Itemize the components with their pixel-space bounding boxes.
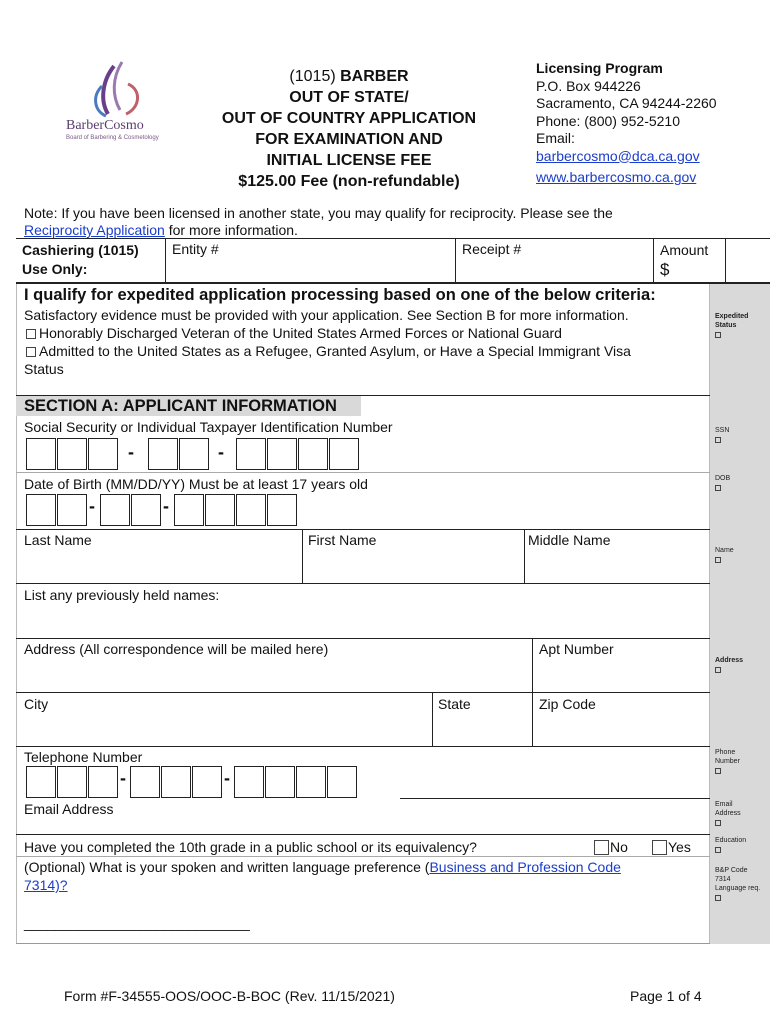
middle-name-field[interactable]: Middle Name xyxy=(528,532,611,548)
telephone-label: Telephone Number xyxy=(24,749,143,765)
phone-check-icon xyxy=(715,768,721,774)
phone-digit-box[interactable] xyxy=(234,766,264,798)
education-check-icon xyxy=(715,847,721,853)
previous-names-field[interactable]: List any previously held names: xyxy=(24,587,220,603)
dob-dash: - xyxy=(89,496,95,516)
ssn-digit-box[interactable] xyxy=(179,438,209,470)
logo-subtitle: Board of Barbering & Cosmetology xyxy=(66,135,159,141)
amount-field: Amount $ xyxy=(654,239,726,283)
ssn-check-icon xyxy=(715,437,721,443)
dob-digit-box[interactable] xyxy=(267,494,297,526)
dob-digit-box[interactable] xyxy=(174,494,204,526)
first-name-field[interactable]: First Name xyxy=(308,532,377,548)
education-yes-checkbox[interactable] xyxy=(652,840,667,855)
refugee-checkbox[interactable] xyxy=(26,347,36,357)
ssn-digit-box[interactable] xyxy=(57,438,87,470)
email-check-icon xyxy=(715,820,721,826)
veteran-checkbox[interactable] xyxy=(26,329,36,339)
veteran-option[interactable]: Honorably Discharged Veteran of the United States Armed Forces or National Guard xyxy=(26,324,562,342)
dob-digit-box[interactable] xyxy=(57,494,87,526)
zip-code-field[interactable]: Zip Code xyxy=(539,696,596,712)
language-question: (Optional) What is your spoken and written language preference (Business and Profession Code xyxy=(24,859,621,875)
ssn-digit-box[interactable] xyxy=(236,438,266,470)
name-check-icon xyxy=(715,557,721,563)
phone-digit-box[interactable] xyxy=(161,766,191,798)
phone-dash: - xyxy=(120,768,126,788)
reciprocity-link[interactable]: Reciprocity Application xyxy=(24,222,165,238)
ssn-label: Social Security or Individual Taxpayer Identification Number xyxy=(24,419,393,435)
section-a-heading: SECTION A: APPLICANT INFORMATION xyxy=(16,396,361,416)
office-sidebar: Expedited Status SSN DOB Name Address Phone Number Email Address Education B&P Code 7314 Language req. xyxy=(710,284,770,944)
ssn-digit-box[interactable] xyxy=(267,438,297,470)
dob-digit-box[interactable] xyxy=(236,494,266,526)
website-link[interactable]: www.barbercosmo.ca.gov xyxy=(536,169,697,185)
phone-digit-box[interactable] xyxy=(130,766,160,798)
bp-code-link-cont[interactable]: 7314)? xyxy=(24,877,68,893)
dob-digit-box[interactable] xyxy=(100,494,130,526)
form-number: Form #F-34555-OOS/OOC-B-BOC (Rev. 11/15/2021) xyxy=(64,988,395,1004)
contact-block: Licensing Program P.O. Box 944226 Sacramento, CA 94244-2260 Phone: (800) 952-5210 Email: barbercosmo@dca.ca.gov www.barbercosmo.ca.gov xyxy=(536,60,717,185)
city-field[interactable]: City xyxy=(24,696,49,712)
phone-digit-box[interactable] xyxy=(296,766,326,798)
state-field[interactable]: State xyxy=(438,696,471,712)
address-check-icon xyxy=(715,667,721,673)
expedited-heading: I qualify for expedited application processing based on one of the below criteria: xyxy=(24,286,656,304)
bp-code-link[interactable]: Business and Profession Code xyxy=(429,859,621,875)
ssn-digit-box[interactable] xyxy=(329,438,359,470)
dob-check-icon xyxy=(715,485,721,491)
dob-label: Date of Birth (MM/DD/YY) Must be at least 17 years old xyxy=(24,476,368,492)
expedited-check-icon xyxy=(715,332,721,338)
phone-dash: - xyxy=(224,768,230,788)
ssn-dash: - xyxy=(128,442,134,462)
education-no-option[interactable]: No xyxy=(594,838,628,856)
phone-digit-box[interactable] xyxy=(265,766,295,798)
phone-digit-box[interactable] xyxy=(192,766,222,798)
education-yes-option[interactable]: Yes xyxy=(652,838,691,856)
ssn-digit-box[interactable] xyxy=(148,438,178,470)
phone-digit-box[interactable] xyxy=(26,766,56,798)
entity-field: Entity # xyxy=(166,239,456,283)
logo-brand: BarberCosmo xyxy=(66,118,144,133)
address-field[interactable]: Address (All correspondence will be mailed here) xyxy=(24,641,329,657)
phone-digit-box[interactable] xyxy=(327,766,357,798)
phone-digit-box[interactable] xyxy=(88,766,118,798)
form-title: (1015) BARBER OUT OF STATE/ OUT OF COUNTRY APPLICATION FOR EXAMINATION AND INITIAL LICENSE FEE $125.00 Fee (non-refundable) xyxy=(221,68,477,190)
last-name-field[interactable]: Last Name xyxy=(24,532,92,548)
language-check-icon xyxy=(715,895,721,901)
apt-number-field[interactable]: Apt Number xyxy=(539,641,614,657)
dob-digit-box[interactable] xyxy=(131,494,161,526)
dob-digit-box[interactable] xyxy=(26,494,56,526)
refugee-option[interactable]: Admitted to the United States as a Refugee, Granted Asylum, or Have a Special Immigrant Visa xyxy=(26,342,631,360)
phone-digit-box[interactable] xyxy=(57,766,87,798)
ssn-digit-box[interactable] xyxy=(298,438,328,470)
education-question: Have you completed the 10th grade in a public school or its equivalency? xyxy=(24,839,477,855)
email-field[interactable]: Email Address xyxy=(24,801,114,817)
email-link[interactable]: barbercosmo@dca.ca.gov xyxy=(536,147,700,164)
page-number: Page 1 of 4 xyxy=(630,988,702,1004)
reciprocity-note: Note: If you have been licensed in another state, you may qualify for reciprocity. Please see the Reciprocity Application for more information. xyxy=(24,205,613,238)
language-answer-line[interactable]: _____________________________ xyxy=(24,915,250,931)
ssn-dash: - xyxy=(218,442,224,462)
expedited-evidence: Satisfactory evidence must be provided with your application. See Section B for more information. xyxy=(24,307,629,323)
education-no-checkbox[interactable] xyxy=(594,840,609,855)
receipt-field: Receipt # xyxy=(456,239,654,283)
dob-digit-box[interactable] xyxy=(205,494,235,526)
ssn-digit-box[interactable] xyxy=(26,438,56,470)
dob-dash: - xyxy=(163,496,169,516)
cashiering-table: Cashiering (1015) Use Only: Entity # Receipt # Amount $ xyxy=(16,238,770,284)
ssn-digit-box[interactable] xyxy=(88,438,118,470)
